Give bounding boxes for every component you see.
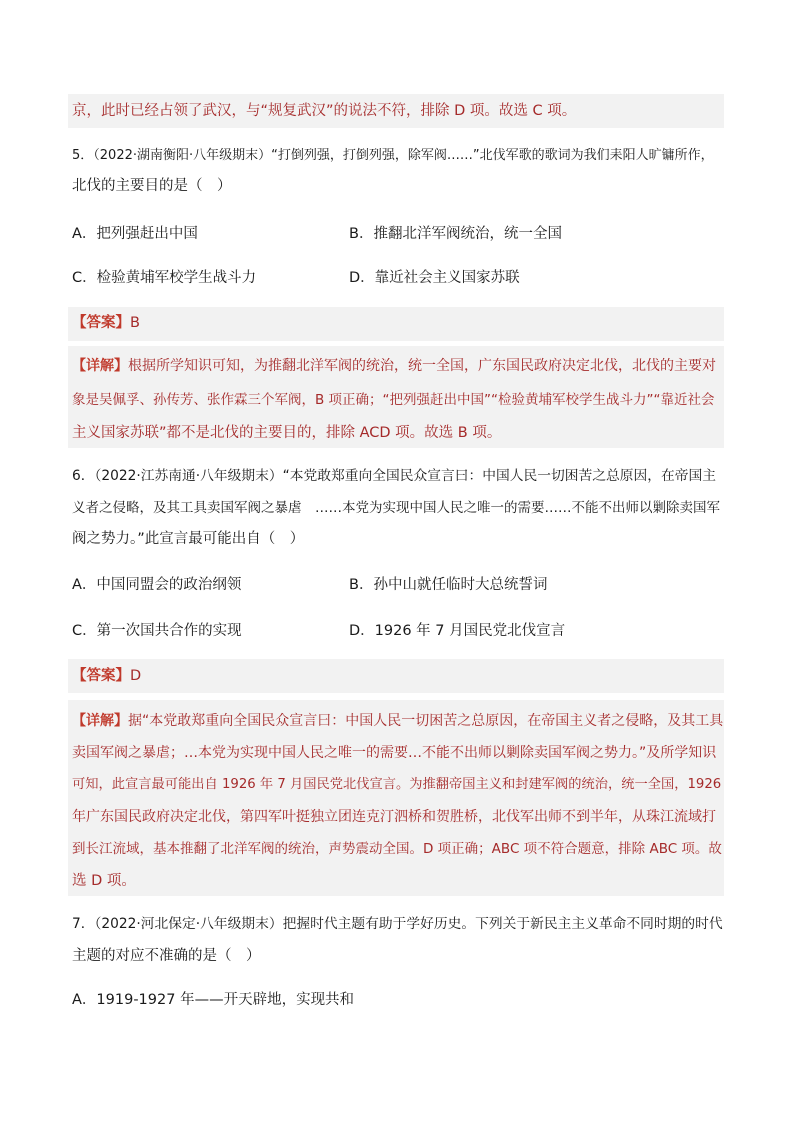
detail-q5-line1 — [72, 356, 724, 376]
question-6-option-d: D．1926 年 7 月国民党北伐宣言 — [349, 623, 566, 639]
detail-text: 根据所学知识可知，为推翻北洋军阀的统治，统一全国，广东国民政府决定北伐，北伐的主要对 — [128, 358, 716, 374]
question-7-option-a: A．1919-1927 年——开天辟地，实现共和 — [72, 992, 355, 1008]
question-5-option-c: C．检验黄埔军校学生战斗力 — [72, 270, 257, 286]
detail-q6-line2: 卖国军阀之暴虐；…本党为实现中国人民之唯一的需要…不能不出师以剿除卖国军阀之势力。”及所学知识 — [72, 745, 717, 761]
question-5-option-a: A．把列强赶出中国 — [72, 226, 198, 242]
detail-q6-line3: 可知，此宣言最可能出自 1926 年 7 月国民党北伐宣言。为推翻帝国主义和封建军阀的统治，统一全国，1926 — [72, 777, 722, 792]
detail-q6-line1 — [72, 711, 724, 731]
answer-value: B — [130, 315, 140, 331]
detail-q6-line6: 选 D 项。 — [72, 873, 136, 889]
question-7-stem-line1: 7．（2022·河北保定·八年级期末）把握时代主题有助于学好历史。下列关于新民主主义革命不同时期的时代 — [72, 916, 723, 932]
question-6-option-c: C．第一次国共合作的实现 — [72, 623, 242, 639]
question-6-stem-line3: 阀之势力。”此宣言最可能出自（ ） — [72, 531, 305, 547]
detail-tag: 【详解】 — [72, 713, 128, 729]
detail-q6-line4: 年广东国民政府决定北伐，第四军叶挺独立团连克汀泗桥和贺胜桥，北伐军出师不到半年，从珠江流域打 — [72, 809, 716, 825]
detail-tag: 【详解】 — [72, 358, 128, 374]
question-7-stem-line2: 主题的对应不准确的是（ ） — [72, 948, 261, 964]
question-6-stem-line2: 义者之侵略，及其工具卖国军阀之暴虐 ……本党为实现中国人民之唯一的需要……不能不出师以剿除卖国军 — [72, 500, 720, 516]
question-6-option-b: B．孙中山就任临时大总统誓词 — [349, 577, 548, 593]
detail-q6-line5: 到长江流域，基本推翻了北洋军阀的统治，声势震动全国。D 项正确；ABC 项不符合题意，排除 ABC 项。故 — [72, 841, 722, 857]
question-5-option-d: D．靠近社会主义国家苏联 — [349, 270, 520, 286]
answer-line-q6 — [72, 666, 724, 686]
question-5-stem-line1: 5．（2022·湖南衡阳·八年级期末）“打倒列强，打倒列强，除军阀……”北伐军歌的歌词为我们耒阳人旷镛所作， — [72, 148, 714, 163]
answer-tag: 【答案】 — [72, 315, 130, 331]
detail-text: 据“本党敢郑重向全国民众宣言曰：中国人民一切困苦之总原因，在帝国主义者之侵略，及其工具 — [128, 713, 724, 729]
answer-tag: 【答案】 — [72, 668, 130, 684]
question-5-option-b: B．推翻北洋军阀统治，统一全国 — [349, 226, 562, 242]
detail-q5-line3: 主义国家苏联”都不是北伐的主要目的，排除 ACD 项。故选 B 项。 — [72, 425, 502, 441]
detail-q5-line2: 象是吴佩孚、孙传芳、张作霖三个军阀，B 项正确；“把列强赶出中国”“检验黄埔军校学生战斗力”“靠近社会 — [72, 392, 715, 408]
question-6-stem-line1: 6．（2022·江苏南通·八年级期末）“本党敢郑重向全国民众宣言曰：中国人民一切困苦之总原因，在帝国主 — [72, 468, 716, 484]
question-5-stem-line2: 北伐的主要目的是（ ） — [72, 178, 232, 194]
answer-line-q5 — [72, 313, 724, 333]
answer-value: D — [130, 668, 142, 684]
detail-continuation-line: 京，此时已经占领了武汉，与“规复武汉”的说法不符，排除 D 项。故选 C 项。 — [72, 103, 577, 119]
question-6-option-a: A．中国同盟会的政治纲领 — [72, 577, 242, 593]
